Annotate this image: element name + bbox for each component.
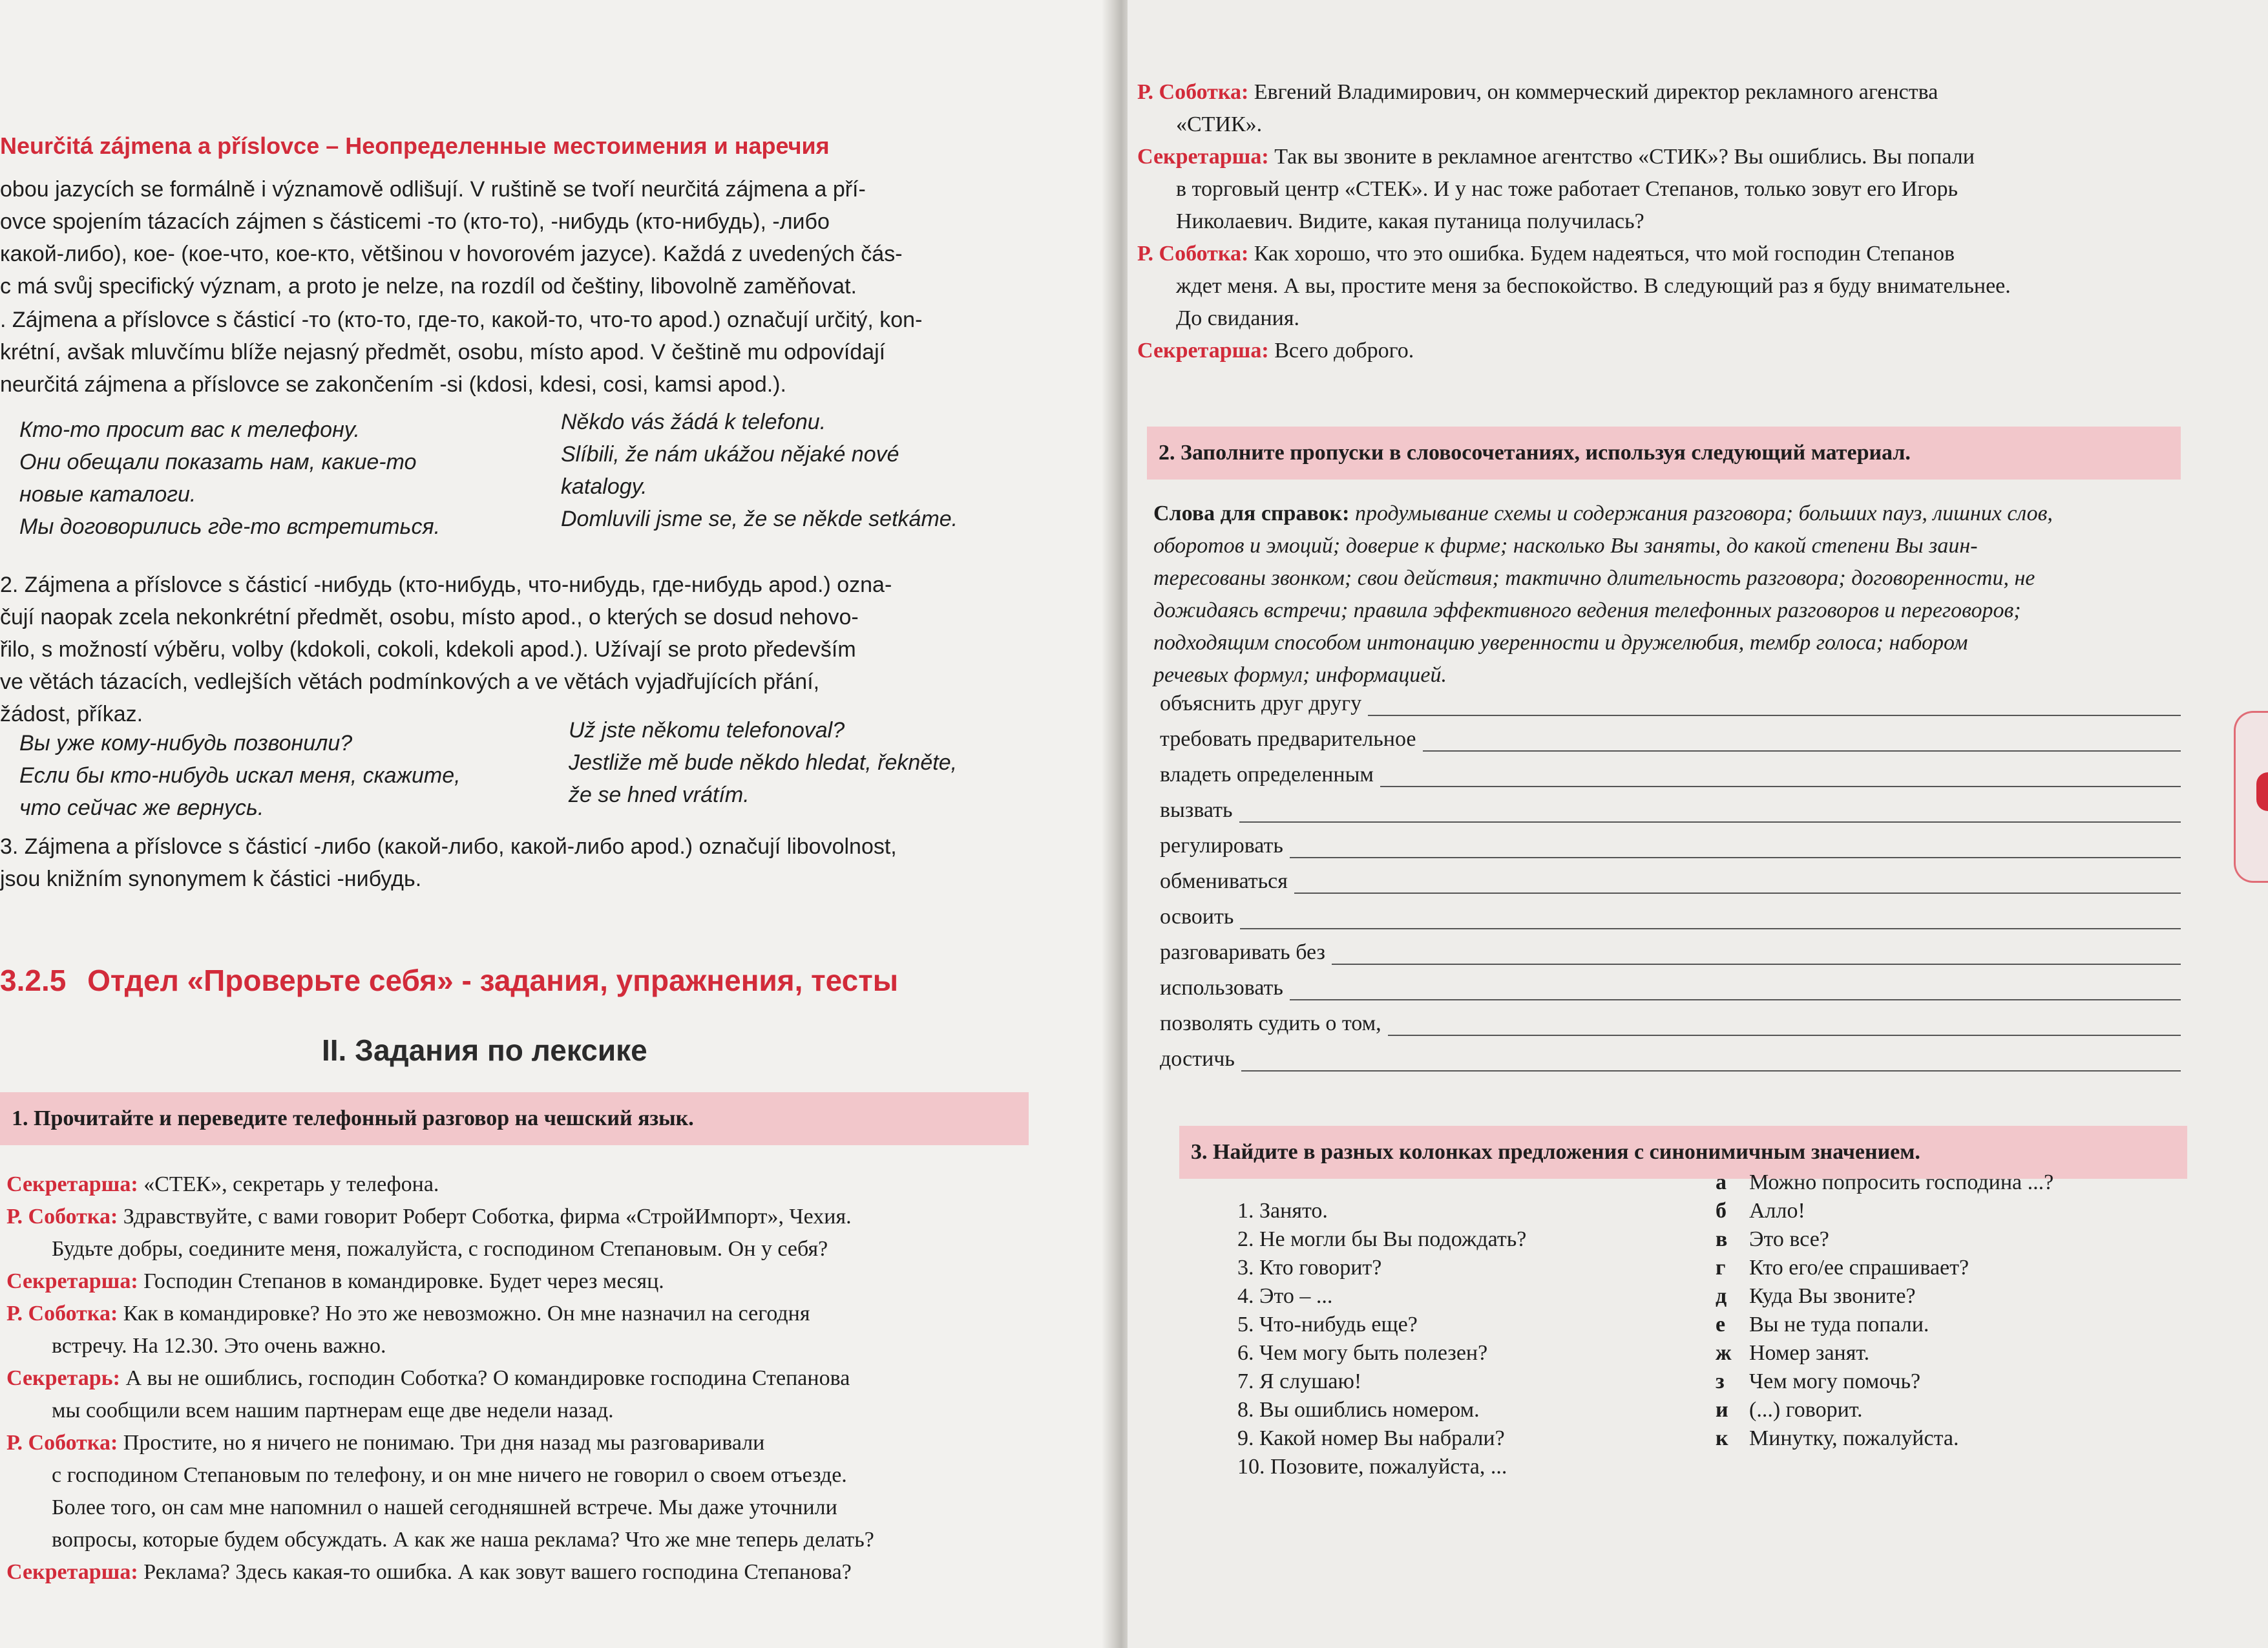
dialog-line (1137, 238, 2011, 270)
fill-item (1160, 834, 2181, 858)
speaker: Секретарь: (6, 1366, 120, 1390)
dialog-line (6, 1265, 874, 1298)
example-line: Мы договорились где-то встретиться. (19, 514, 441, 539)
text-line: krétní, avšak mluvčímu blíže nejasný předmět, osobu, místo apod. V češtině mu odpovídají (0, 340, 886, 364)
text-line: ovce spojením tázacích zájmen s částicemi -то (кто-то), -нибудь (кто-нибудь), -либо (0, 209, 830, 234)
text-line: obou jazycích se formálně i významově odlišují. V ruštině se tvoří neurčitá zájmena a pří- (0, 177, 866, 202)
example-line: Если бы кто-нибудь искал меня, скажите, (19, 763, 461, 788)
list-item: з Чем могу помочь? (1716, 1369, 1921, 1393)
subsection-title: II. Задания по лексике (322, 1033, 647, 1067)
example-line: že se hned vrátím. (569, 783, 750, 807)
speaker: Секретарша: (6, 1269, 138, 1293)
text-line: řilo, s možností výběru, volby (kdokoli, cokoli, kdekoli apod.). Užívají se proto především (0, 637, 856, 662)
replica: А вы не ошиблись, господин Соботка? О командировке господина Степанова (125, 1366, 850, 1390)
rule-1-examples-ru (19, 414, 440, 543)
speaker: Секретарша: (6, 1172, 138, 1196)
fill-item-label: владеть определенным (1160, 763, 1374, 787)
fill-item-label: разговаривать без (1160, 940, 1325, 964)
dialog-right (1137, 76, 2011, 367)
dialog-line (6, 1168, 874, 1201)
text-line: čují naopak zcela nekonkrétní předmět, osobu, místo apod., o kterých se dosud nehovo- (0, 605, 859, 629)
blank-line[interactable] (1332, 940, 2181, 965)
fill-item-label: использовать (1160, 976, 1283, 1000)
list-item: б Алло! (1716, 1199, 1805, 1223)
dialog-line (1137, 76, 2011, 109)
speaker: Р. Соботка: (1137, 242, 1249, 266)
section-title: Отдел «Проверьте себя» - задания, упражнения, тесты (87, 964, 899, 997)
dialog-line (6, 1201, 874, 1233)
blank-line[interactable] (1239, 798, 2181, 823)
fill-item-label: достичь (1160, 1047, 1235, 1071)
left-page (0, 0, 1111, 1648)
reference-label: Слова для справок: (1153, 502, 1350, 525)
replica: мы сообщили всем нашим партнерам еще две недели назад. (52, 1399, 614, 1422)
example-line: Кто-то просит вас к телефону. (19, 417, 360, 442)
text-line: 3. Zájmena a příslovce s částicí -либо (какой-либо, какой-либо apod.) označují libovolnost, (0, 834, 897, 859)
fill-item-label: регулировать (1160, 834, 1283, 858)
replica: встречу. На 12.30. Это очень важно. (52, 1334, 386, 1358)
blank-line[interactable] (1240, 905, 2181, 929)
fill-item (1160, 1011, 2181, 1036)
list-item: а Можно попросить господина ...? (1716, 1170, 2054, 1194)
blank-line[interactable] (1380, 763, 2181, 787)
dialog-line (6, 1298, 874, 1330)
fill-item-label: освоить (1160, 905, 1234, 929)
section-heading (0, 963, 898, 998)
reference-text: оборотов и эмоций; доверие к фирме; насколько Вы заняты, до какой степени Вы заин- (1153, 534, 1978, 558)
speaker: Секретарша: (1137, 145, 1269, 169)
blank-line[interactable] (1388, 1011, 2181, 1036)
blank-line[interactable] (1290, 976, 2181, 1000)
blank-line[interactable] (1423, 727, 2181, 752)
page-edge-marker (2256, 772, 2268, 811)
speaker: Р. Соботка: (6, 1302, 118, 1326)
example-line: Они обещали показать нам, какие-то (19, 450, 417, 474)
text-line: ve větách tázacích, vedlejších větách podmínkových a ve větách vyjadřujících přání, (0, 670, 820, 694)
rule-1 (0, 304, 922, 401)
dialog-line (1137, 335, 2011, 367)
blank-line[interactable] (1368, 692, 2181, 716)
replica: Простите, но я ничего не понимаю. Три дня назад мы разговаривали (123, 1431, 765, 1455)
list-item: 1. Занято. (1237, 1199, 1328, 1223)
dialog-left (6, 1168, 874, 1589)
speaker: Р. Соботка: (6, 1431, 118, 1455)
replica: «СТЕК», секретарь у телефона. (143, 1172, 439, 1196)
replica: ждет меня. А вы, простите меня за беспокойство. В следующий раз я буду внимательнее. (1176, 274, 2011, 298)
list-item: к Минутку, пожалуйста. (1716, 1426, 1959, 1450)
text-line: 2. Zájmena a příslovce s částicí -нибудь (кто-нибудь, что-нибудь, где-нибудь apod.) ozna- (0, 573, 892, 597)
list-item: 4. Это – ... (1237, 1284, 1333, 1308)
replica: Всего доброго. (1274, 339, 1414, 363)
fill-item-label: вызвать (1160, 798, 1233, 822)
replica: Евгений Владимирович, он коммерческий директор рекламного агенства (1254, 80, 1938, 104)
list-item: 2. Не могли бы Вы подождать? (1237, 1227, 1527, 1251)
rule-2 (0, 569, 892, 730)
example-line: Někdo vás žádá k telefonu. (561, 410, 826, 434)
replica: Будьте добры, соедините меня, пожалуйста, с господином Степановым. Он у себя? (52, 1237, 828, 1261)
rule-2-examples-ru (19, 727, 461, 824)
column-left (1237, 1197, 1526, 1481)
fill-item (1160, 1047, 2181, 1072)
fill-item (1160, 727, 2181, 752)
speaker: Секретарша: (1137, 339, 1269, 363)
text-line: jsou knižním synonymem k částici -нибудь. (0, 867, 422, 891)
text-line: žádost, příkaz. (0, 702, 143, 726)
replica: Более того, он сам мне напомнил о нашей сегодняшней встрече. Мы даже уточнили (52, 1495, 837, 1519)
pronoun-section-heading: Neurčitá zájmena a příslovce – Неопределенные местоимения и наречия (0, 132, 830, 159)
exercise-3-title: 3. Найдите в разных колонках предложения с синонимичным значением. (1179, 1126, 2187, 1179)
example-line: Slíbili, že nám ukážou nějaké nové (561, 442, 899, 467)
fill-item (1160, 869, 2181, 894)
reference-text: дожидаясь встречи; правила эффективного ведения телефонных разговоров и переговоров; (1153, 598, 2021, 622)
example-line: Už jste někomu telefonoval? (569, 718, 845, 743)
list-item: ж Номер занят. (1716, 1341, 1870, 1365)
replica: До свидания. (1176, 306, 1299, 330)
text-line: . Zájmena a příslovce s částicí -то (кто-то, где-то, какой-то, что-то apod.) označují určitý, kon- (0, 308, 923, 332)
rule-1-examples-cz (561, 406, 958, 535)
right-page (1128, 0, 2268, 1648)
list-item: 7. Я слушаю! (1237, 1369, 1362, 1393)
fill-item (1160, 692, 2181, 716)
section-number: 3.2.5 (0, 964, 67, 997)
fill-item (1160, 763, 2181, 787)
list-item: 3. Кто говорит? (1237, 1256, 1382, 1280)
fill-item (1160, 905, 2181, 929)
exercise-1-title: 1. Прочитайте и переведите телефонный разговор на чешский язык. (0, 1092, 1029, 1145)
example-line: Jestliže mě bude někdo hledat, řekněte, (569, 750, 958, 775)
speaker: Р. Соботка: (1137, 80, 1249, 104)
replica: вопросы, которые будем обсуждать. А как же наша реклама? Что же мне теперь делать? (52, 1528, 874, 1552)
example-line: katalogy. (561, 474, 647, 499)
text-line: какой-либо), кое- (кое-что, кое-кто, většinou v hovorovém jazyce). Každá z uvedených čás- (0, 242, 903, 266)
exercise-2-title: 2. Заполните пропуски в словосочетаниях, используя следующий материал. (1147, 427, 2181, 480)
column-right (1716, 1168, 2053, 1453)
text-line: neurčitá zájmena a příslovce se zakončením -si (kdosi, kdesi, cosi, kamsi apod.). (0, 372, 786, 397)
replica: Господин Степанов в командировке. Будет через месяц. (143, 1269, 664, 1293)
replica: Реклама? Здесь какая-то ошибка. А как зовут вашего господина Степанова? (143, 1560, 852, 1584)
reference-text: подходящим способом интонацию уверенности и дружелюбия, тембр голоса; набором (1153, 631, 1968, 655)
list-item: 8. Вы ошиблись номером. (1237, 1398, 1480, 1422)
example-line: Domluvili jsme se, že se někde setkáme. (561, 507, 958, 531)
list-item: е Вы не туда попали. (1716, 1313, 1929, 1336)
reference-text: речевых формул; информацией. (1153, 663, 1447, 687)
replica: Николаевич. Видите, какая путаница получилась? (1176, 209, 1644, 233)
example-line: что сейчас же вернусь. (19, 796, 264, 820)
fill-item (1160, 940, 2181, 965)
fill-item-label: обмениваться (1160, 869, 1288, 893)
rule-2-examples-cz (569, 714, 957, 811)
list-item: и (...) говорит. (1716, 1398, 1863, 1422)
replica: в торговый центр «СТЕК». И у нас тоже работает Степанов, только зовут его Игорь (1176, 177, 1958, 201)
replica: Как хорошо, что это ошибка. Будем надеяться, что мой господин Степанов (1254, 242, 1955, 266)
list-item: 5. Что-нибудь еще? (1237, 1313, 1418, 1336)
speaker: Р. Соботка: (6, 1205, 118, 1229)
speaker: Секретарша: (6, 1560, 138, 1584)
text-line: c má svůj specifický význam, a proto je nelze, na rozdíl od češtiny, libovolně zaměňovat. (0, 274, 857, 299)
dialog-line (6, 1362, 874, 1395)
dialog-line (1137, 141, 2011, 173)
list-item: 9. Какой номер Вы набрали? (1237, 1426, 1505, 1450)
example-line: Вы уже кому-нибудь позвонили? (19, 731, 353, 755)
dialog-line (6, 1556, 874, 1589)
dialog-line (6, 1427, 874, 1459)
fill-item (1160, 798, 2181, 823)
blank-line[interactable] (1294, 869, 2181, 894)
blank-line[interactable] (1290, 834, 2181, 858)
fill-item (1160, 976, 2181, 1000)
reference-words (1153, 498, 2053, 692)
list-item: 10. Позовите, пожалуйста, ... (1237, 1455, 1507, 1479)
replica: с господином Степановым по телефону, и он мне ничего не говорил о своем отъезде. (52, 1463, 847, 1487)
fill-item-label: позволять судить о том, (1160, 1011, 1381, 1035)
replica: «СТИК». (1176, 112, 1263, 136)
replica: Так вы звоните в рекламное агентство «СТИК»? Вы ошиблись. Вы попали (1274, 145, 1975, 169)
example-line: новые каталоги. (19, 482, 196, 507)
reference-text: тересованы звонком; свои действия; тактично длительность разговора; договоренности, не (1153, 566, 2035, 590)
fill-item-label: объяснить друг другу (1160, 692, 1362, 715)
rule-3 (0, 830, 897, 895)
reference-text: продумывание схемы и содержания разговора; больших пауз, лишних слов, (1354, 502, 2053, 525)
fill-item-label: требовать предварительное (1160, 727, 1416, 751)
replica: Как в командировке? Но это же невозможно. Он мне назначил на сегодня (123, 1302, 810, 1326)
replica: Здравствуйте, с вами говорит Роберт Соботка, фирма «СтройИмпорт», Чехия. (123, 1205, 852, 1229)
list-item: 6. Чем могу быть полезен? (1237, 1341, 1488, 1365)
blank-line[interactable] (1241, 1047, 2181, 1072)
list-item: в Это все? (1716, 1227, 1829, 1251)
list-item: г Кто его/ее спрашивает? (1716, 1256, 1969, 1280)
list-item: д Куда Вы звоните? (1716, 1284, 1916, 1308)
intro-paragraph (0, 173, 903, 302)
